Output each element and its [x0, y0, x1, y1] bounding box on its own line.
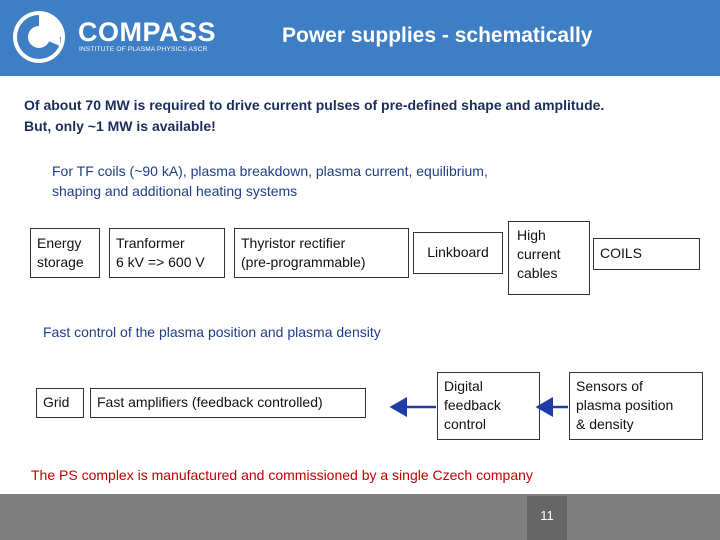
section2-heading: Fast control of the plasma position and plasma density: [43, 324, 381, 340]
linkboard-box: Linkboard: [413, 232, 503, 274]
thyristor-rectifier-box: Thyristor rectifier (pre-programmable): [234, 228, 409, 278]
transformer-box: Tranformer 6 kV => 600 V: [109, 228, 225, 278]
page-title: Power supplies - schematically: [282, 24, 593, 47]
fast-amplifiers-box: Fast amplifiers (feedback controlled): [90, 388, 366, 418]
section1-line-1: For TF coils (~90 kA), plasma breakdown, plasma current, equilibrium,: [52, 163, 488, 179]
footer-note: The PS complex is manufactured and commissioned by a single Czech company: [31, 467, 533, 483]
sensors-box: Sensors of plasma position & density: [569, 372, 703, 440]
digital-feedback-control-box: Digital feedback control: [437, 372, 540, 440]
logo-subtitle: INSTITUTE OF PLASMA PHYSICS ASCR: [79, 46, 208, 53]
grid-box: Grid: [36, 388, 84, 418]
bottom-bar: [0, 494, 720, 540]
intro-line-2: But, only ~1 MW is available!: [24, 118, 216, 134]
section1-line-2: shaping and additional heating systems: [52, 183, 298, 199]
page-number: 11: [540, 508, 554, 523]
coils-box: COILS: [593, 238, 700, 270]
high-current-cables-box: High current cables: [508, 221, 590, 295]
intro-line-1: Of about 70 MW is required to drive current pulses of pre-defined shape and amplitude.: [24, 97, 605, 113]
energy-storage-box: Energy storage: [30, 228, 100, 278]
logo-text: COMPASS: [78, 17, 217, 47]
